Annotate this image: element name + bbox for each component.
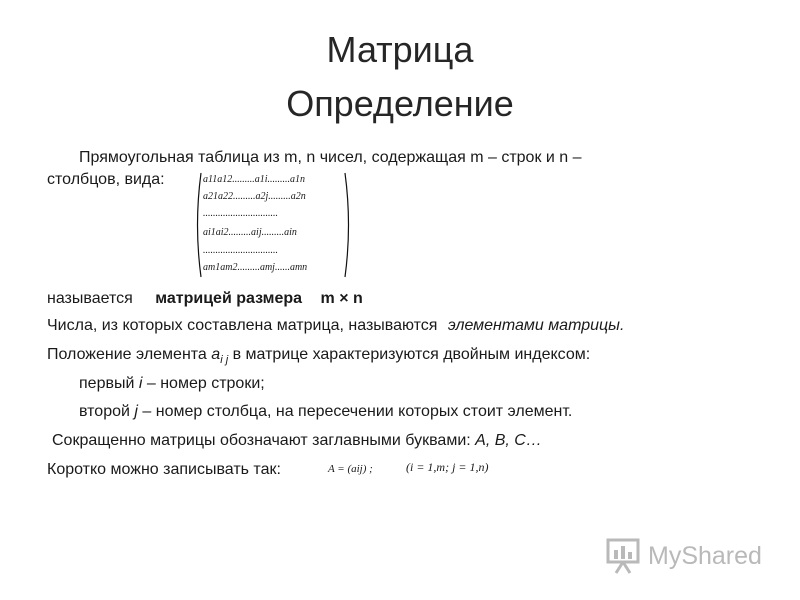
position-prefix: Положение элемента — [47, 346, 207, 363]
elements-line — [47, 318, 624, 334]
second-prefix: второй — [79, 403, 130, 420]
matrix-row-3: .............................. — [203, 208, 278, 219]
logo-text: MyShared — [648, 542, 762, 570]
second-var: j — [134, 403, 138, 420]
intro-line-1: Прямоугольная таблица из m, n чисел, содержащая m – строк и n – — [79, 149, 582, 166]
matrix-general-form — [193, 171, 353, 279]
second-suffix: – номер столбца, на пересечении которых стоит элемент. — [142, 403, 573, 420]
matrix-row-4: ai1ai2.........aij.........ain — [203, 227, 297, 238]
slide-subtitle: Определение — [286, 83, 514, 124]
matrix-row-2: a21a22.........a2j.........a2n — [203, 191, 306, 202]
abbrev-prefix: Сокращенно матрицы обозначают заглавными буквами: — [52, 432, 471, 449]
second-index-line — [79, 404, 572, 420]
first-var: i — [138, 375, 143, 392]
presentation-board-icon — [604, 536, 644, 576]
matrix-row-6: am1am2.........amj......amn — [203, 262, 308, 273]
position-suffix: в матрице характеризуются двойным индексом: — [232, 346, 591, 363]
matrix-row-5: .............................. — [203, 245, 278, 256]
formula-matrix: A = (aij) ; — [328, 463, 373, 475]
first-prefix: первый — [79, 375, 135, 392]
called-term: матрицей размера — [155, 290, 303, 307]
first-index-line — [79, 376, 265, 392]
elements-term: элементами матрицы. — [447, 317, 625, 334]
matrix-row-1: a11a12.........a1i.........a1n — [203, 174, 306, 185]
position-line — [47, 347, 590, 366]
position-var: a — [211, 346, 221, 363]
intro-line-2: столбцов, вида: — [47, 171, 165, 188]
called-size: m × n — [320, 290, 363, 307]
slide-title: Матрица — [326, 29, 474, 70]
myshared-logo — [604, 536, 774, 576]
abbrev-letters: А, В, С… — [475, 432, 542, 449]
elements-text: Числа, из которых составлена матрица, называются — [47, 317, 438, 334]
first-suffix: – номер строки; — [146, 375, 265, 392]
called-prefix: называется — [47, 290, 133, 307]
formula-indices: (i = 1,m; j = 1,n) — [406, 460, 489, 474]
position-sub: i j — [220, 354, 229, 367]
abbrev-line — [52, 433, 542, 449]
called-line — [47, 291, 363, 307]
short-line: Коротко можно записывать так: — [47, 461, 281, 478]
